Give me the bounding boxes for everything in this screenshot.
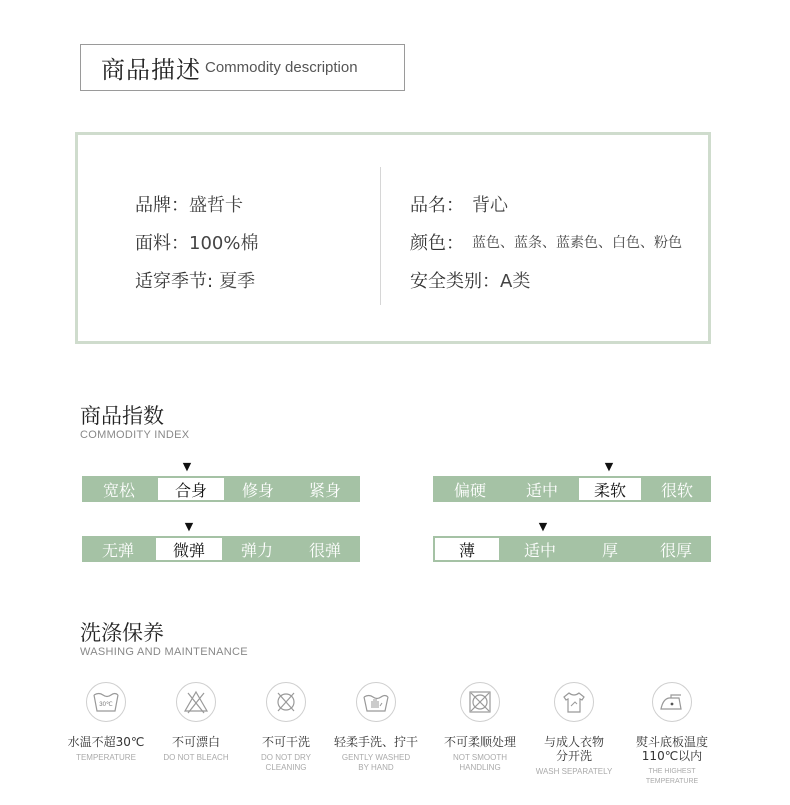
description-divider <box>380 167 381 305</box>
section-title-box <box>80 44 405 91</box>
wash-30-icon <box>86 682 126 722</box>
softness-option: 适中 <box>525 480 558 500</box>
wash-label: 不可干洗 <box>261 735 310 749</box>
wash-en-label: THE HIGHEST TEMPERATURE <box>645 768 699 785</box>
wash-label: 轻柔手洗、拧干 <box>333 735 418 749</box>
safety-row <box>410 261 682 299</box>
elasticity-bar <box>82 536 360 562</box>
fabric-value: 100%棉 <box>189 233 259 254</box>
wash-item <box>326 682 426 773</box>
softness-bar <box>433 476 711 502</box>
safety-label: 安全类别： <box>410 271 500 292</box>
brand-row <box>135 185 258 223</box>
wash-label-line2: 分开洗 <box>555 749 592 763</box>
name-row <box>410 185 682 223</box>
no-tumble-icon <box>460 682 500 722</box>
description-box <box>75 132 711 344</box>
thickness-option: 适中 <box>523 540 556 560</box>
softness-option: 很软 <box>660 480 693 500</box>
wash-label-line1: 与成人衣物 <box>543 735 604 749</box>
thickness-option: 很厚 <box>659 540 692 560</box>
wash-item <box>430 682 530 773</box>
fabric-row <box>135 223 258 261</box>
index-subtitle: COMMODITY INDEX <box>80 429 190 441</box>
wash-item <box>524 682 624 777</box>
fit-marker-icon: ▼ <box>182 460 192 473</box>
safety-value: A类 <box>500 271 531 292</box>
elasticity-option-selected: 微弹 <box>156 538 222 560</box>
season-row <box>135 261 258 299</box>
name-value: 背心 <box>472 195 508 216</box>
title-en: Commodity description <box>205 59 358 76</box>
wash-en-label: GENTLY WASHED <box>341 753 411 762</box>
description-right-column <box>410 185 682 299</box>
iron-icon <box>652 682 692 722</box>
wash-label-line1: 熨斗底板温度 <box>635 735 708 749</box>
wash-en-label: BY HAND <box>358 763 394 772</box>
fit-bar <box>82 476 360 502</box>
no-bleach-icon <box>176 682 216 722</box>
color-value: 蓝色、蓝条、蓝素色、白色、粉色 <box>472 235 682 251</box>
wash-label: 水温不超30℃ <box>67 735 145 749</box>
season-label: 适穿季节: <box>135 271 214 292</box>
name-label: 品名： <box>410 195 464 216</box>
fit-option-selected: 合身 <box>158 478 224 500</box>
washing-title: 洗涤保养 <box>80 621 164 645</box>
elasticity-option: 弹力 <box>240 540 273 560</box>
color-row <box>410 223 682 261</box>
fabric-label: 面料： <box>135 233 189 254</box>
thickness-marker-icon: ▼ <box>538 520 548 533</box>
wash-en-label: CLEANING <box>265 763 307 772</box>
wash-label: 不可漂白 <box>171 735 220 749</box>
wash-en-label: NOT SMOOTH <box>452 753 508 762</box>
softness-option: 偏硬 <box>453 480 486 500</box>
wash-en-label: HANDLING <box>459 763 501 772</box>
softness-marker-icon: ▼ <box>604 460 614 473</box>
elasticity-option: 无弹 <box>101 540 134 560</box>
wash-label-line2: 110℃以内 <box>641 749 703 763</box>
wash-en-label: DO NOT BLEACH <box>163 753 229 762</box>
wash-item <box>622 682 722 787</box>
washing-subtitle: WASHING AND MAINTENANCE <box>80 646 248 658</box>
description-left-column <box>135 185 258 299</box>
season-value: 夏季 <box>219 271 256 292</box>
wash-en-label: DO NOT DRY <box>261 753 311 762</box>
wash-item <box>146 682 246 763</box>
fit-option: 宽松 <box>102 480 135 500</box>
index-title: 商品指数 <box>80 404 164 428</box>
no-dry-clean-icon <box>266 682 306 722</box>
fit-option: 紧身 <box>308 480 341 500</box>
elasticity-marker-icon: ▼ <box>184 520 194 533</box>
fit-option: 修身 <box>241 480 274 500</box>
wash-label: 不可柔顺处理 <box>443 735 516 749</box>
brand-value: 盛哲卡 <box>189 195 243 216</box>
softness-option-selected: 柔软 <box>579 478 641 500</box>
elasticity-option: 很弹 <box>308 540 341 560</box>
wash-en-label: TEMPERATURE <box>76 753 136 762</box>
separate-wash-icon <box>554 682 594 722</box>
wash-item <box>236 682 336 773</box>
title-cn: 商品描述 <box>101 56 201 84</box>
wash-temp-badge: 30℃ <box>99 702 113 708</box>
hand-wash-icon <box>356 682 396 722</box>
color-label: 颜色： <box>410 233 464 254</box>
wash-en-label: WASH SEPARATELY <box>535 767 613 776</box>
thickness-option-selected: 薄 <box>435 538 499 560</box>
wash-item <box>56 682 156 763</box>
thickness-bar <box>433 536 711 562</box>
thickness-option: 厚 <box>601 540 618 560</box>
brand-label: 品牌： <box>135 195 189 216</box>
